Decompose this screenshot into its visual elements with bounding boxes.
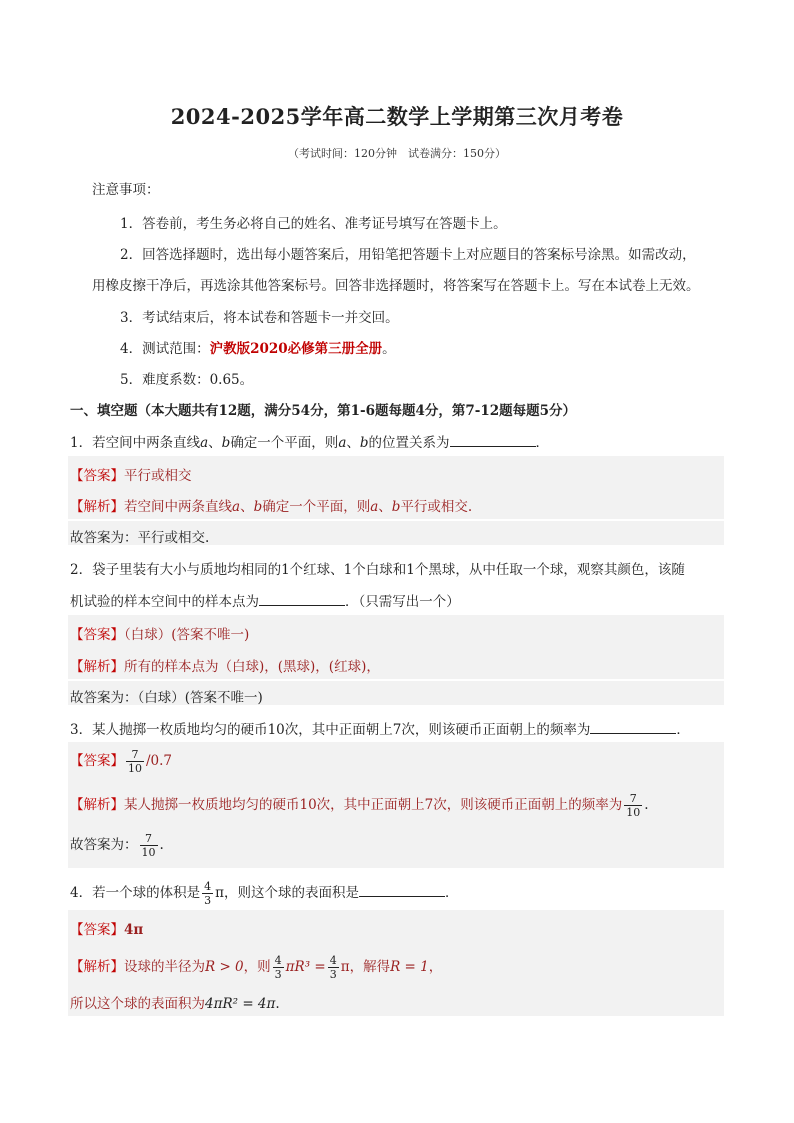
q4-analysis-frac2-den: 3 (329, 968, 337, 981)
q2-analysis-tag: 【解析】 (70, 659, 124, 675)
q4-text-b: ，则这个球的表面积是 (223, 885, 359, 901)
note-2b: 用橡皮擦干净后，再选涂其他答案标号。回答非选择题时，将答案写在答题卡上。写在本试卷上无效。 (92, 278, 700, 294)
q3-analysis-fraction (624, 792, 642, 819)
notes-heading: 注意事项： (92, 182, 160, 198)
q3-answer-suffix: /0.7 (146, 753, 173, 769)
q4-analysis-frac2-num: 4 (329, 954, 337, 967)
q4-analysis-frac1-num: 4 (274, 954, 282, 967)
q1-var-b2: b (359, 435, 369, 451)
q1-analysis-b: 确定一个平面，则 (262, 499, 371, 515)
q1-analysis-sep: 、 (240, 499, 254, 515)
q3-frac-den: 10 (128, 762, 142, 775)
q1-analysis-var-a: a (232, 499, 241, 515)
q2-line2-a: 机试验的样本空间中的样本点为 (70, 594, 259, 610)
q1-var-b: b (221, 435, 231, 451)
exam-subtitle: （考试时间：120分钟 试卷满分：150分） (288, 147, 506, 160)
q4-analysis-c: ，则 (243, 959, 271, 975)
question-4 (70, 880, 458, 907)
section-1-heading: 一、填空题（本大题共有12题，满分54分，第1-6题每题4分，第7-12题每题5分） (70, 403, 577, 419)
q1-blank (450, 434, 536, 447)
q1-text-a: 1．若空间中两条直线 (70, 435, 201, 451)
q2-conclusion: 故答案为：（白球）(答案不唯一) (70, 690, 263, 706)
note-4 (120, 337, 396, 357)
q4-line2-c: . (275, 996, 280, 1012)
q4-analysis-b: R > 0 (205, 959, 244, 975)
q2-line2-b: ．（只需写出一个） (345, 594, 460, 610)
note-3: 3．考试结束后，将本试卷和答题卡一并交回。 (120, 310, 399, 326)
q1-end: ． (535, 435, 550, 451)
question-2-line2 (70, 590, 460, 610)
q3-analysis (70, 792, 649, 819)
q3-conclusion (70, 832, 164, 859)
q2-analysis (70, 655, 380, 675)
q1-answer-tag: 【答案】 (70, 468, 124, 484)
q4-analysis-d: πR³ = (285, 959, 326, 975)
q4-analysis-f: R = 1 (390, 959, 429, 975)
q3-conclusion-frac-den: 10 (141, 846, 156, 859)
note-5: 5．难度系数：0.65。 (120, 372, 254, 388)
q1-analysis-sep2: 、 (378, 499, 392, 515)
q2-answer (70, 623, 249, 643)
q4-frac-num: 4 (204, 880, 212, 893)
note-1: 1．答卷前，考生务必将自己的姓名、准考证号填写在答题卡上。 (120, 216, 507, 232)
q1-var-a: a (200, 435, 209, 451)
q1-analysis-c: 平行或相交. (400, 499, 473, 515)
q1-analysis-var-a2: a (370, 499, 379, 515)
q1-sep: 、 (208, 435, 222, 451)
q4-end: ． (444, 885, 459, 901)
question-2-line1: 2．袋子里装有大小与质地均相同的1个红球、1个白球和1个黑球，从中任取一个球，观察其颜色，该随 (70, 562, 685, 578)
q4-fraction (202, 880, 213, 907)
q4-analysis-a: 设球的半径为 (124, 959, 205, 975)
q4-line2-a: 所以这个球的表面积为 (70, 996, 205, 1012)
q1-var-a2: a (338, 435, 347, 451)
q2-answer-tag: 【答案】 (70, 627, 124, 643)
q3-text: 3．某人抛掷一枚质地均匀的硬币10次，其中正面朝上7次，则该硬币正面朝上的频率为 (70, 722, 591, 738)
q1-analysis-a: 若空间中两条直线 (124, 499, 232, 515)
q3-end: ． (676, 722, 690, 738)
q1-text-c: 的位置关系为 (368, 435, 450, 451)
q3-blank (590, 721, 676, 734)
q3-conclusion-frac-num: 7 (140, 832, 158, 846)
q4-frac-den: 3 (204, 894, 212, 907)
q4-line2-b: 4πR² = 4π (205, 996, 276, 1012)
q3-answer-fraction (126, 748, 144, 775)
q4-analysis-g: ， (428, 959, 443, 975)
q3-answer-tag: 【答案】 (70, 753, 124, 769)
q3-conclusion-period: . (159, 837, 164, 853)
q3-conclusion-text: 故答案为： (70, 837, 138, 853)
q3-analysis-tag: 【解析】 (70, 797, 124, 813)
q3-frac-num: 7 (126, 748, 144, 762)
q4-analysis-frac1-den: 3 (274, 968, 282, 981)
note-4-suffix: 。 (382, 341, 396, 357)
q4-analysis-frac2 (328, 954, 339, 981)
question-3 (70, 718, 690, 738)
q1-analysis-tag: 【解析】 (70, 499, 124, 515)
q3-analysis-period: . (644, 797, 649, 813)
q3-answer (70, 748, 172, 775)
note-4-scope: 沪教版2020必修第三册全册 (209, 341, 383, 357)
q1-answer-text: 平行或相交 (124, 468, 192, 484)
q3-analysis-frac-num: 7 (624, 792, 642, 806)
q4-text-a: 4．若一个球的体积是 (70, 885, 201, 901)
note-4-prefix: 4．测试范围： (120, 341, 210, 357)
q1-analysis-var-b: b (253, 499, 263, 515)
q4-analysis (70, 954, 442, 981)
q4-analysis-tag: 【解析】 (70, 959, 124, 975)
exam-title: 2024-2025学年高二数学上学期第三次月考卷 (170, 104, 624, 129)
q1-answer (70, 464, 192, 484)
q2-blank (259, 593, 345, 606)
q4-analysis-e: π，解得 (340, 959, 391, 975)
q4-analysis-frac1 (273, 954, 284, 981)
q1-text-b: 确定一个平面，则 (230, 435, 339, 451)
q4-pi: π (215, 885, 224, 901)
note-2a: 2．回答选择题时，选出每小题答案后，用铅笔把答题卡上对应题目的答案标号涂黑。如需改动， (120, 247, 696, 263)
q1-analysis-var-b2: b (391, 499, 401, 515)
q4-blank (359, 884, 445, 897)
q2-answer-text: （白球）(答案不唯一) (124, 627, 250, 643)
q1-conclusion: 故答案为：平行或相交. (70, 530, 210, 546)
q1-analysis (70, 495, 472, 515)
q2-analysis-text: 所有的样本点为（白球)，(黑球)，(红球)， (124, 659, 380, 675)
q3-conclusion-fraction (140, 832, 158, 859)
question-1 (70, 431, 549, 451)
q4-answer-text: 4π (124, 922, 144, 938)
q4-analysis-line2 (70, 992, 280, 1012)
q4-answer-tag: 【答案】 (70, 922, 124, 938)
q3-analysis-text: 某人抛掷一枚质地均匀的硬币10次，其中正面朝上7次，则该硬币正面朝上的频率为 (124, 797, 623, 813)
q3-analysis-frac-den: 10 (626, 806, 641, 819)
q4-answer (70, 918, 143, 938)
q1-sep2: 、 (346, 435, 360, 451)
